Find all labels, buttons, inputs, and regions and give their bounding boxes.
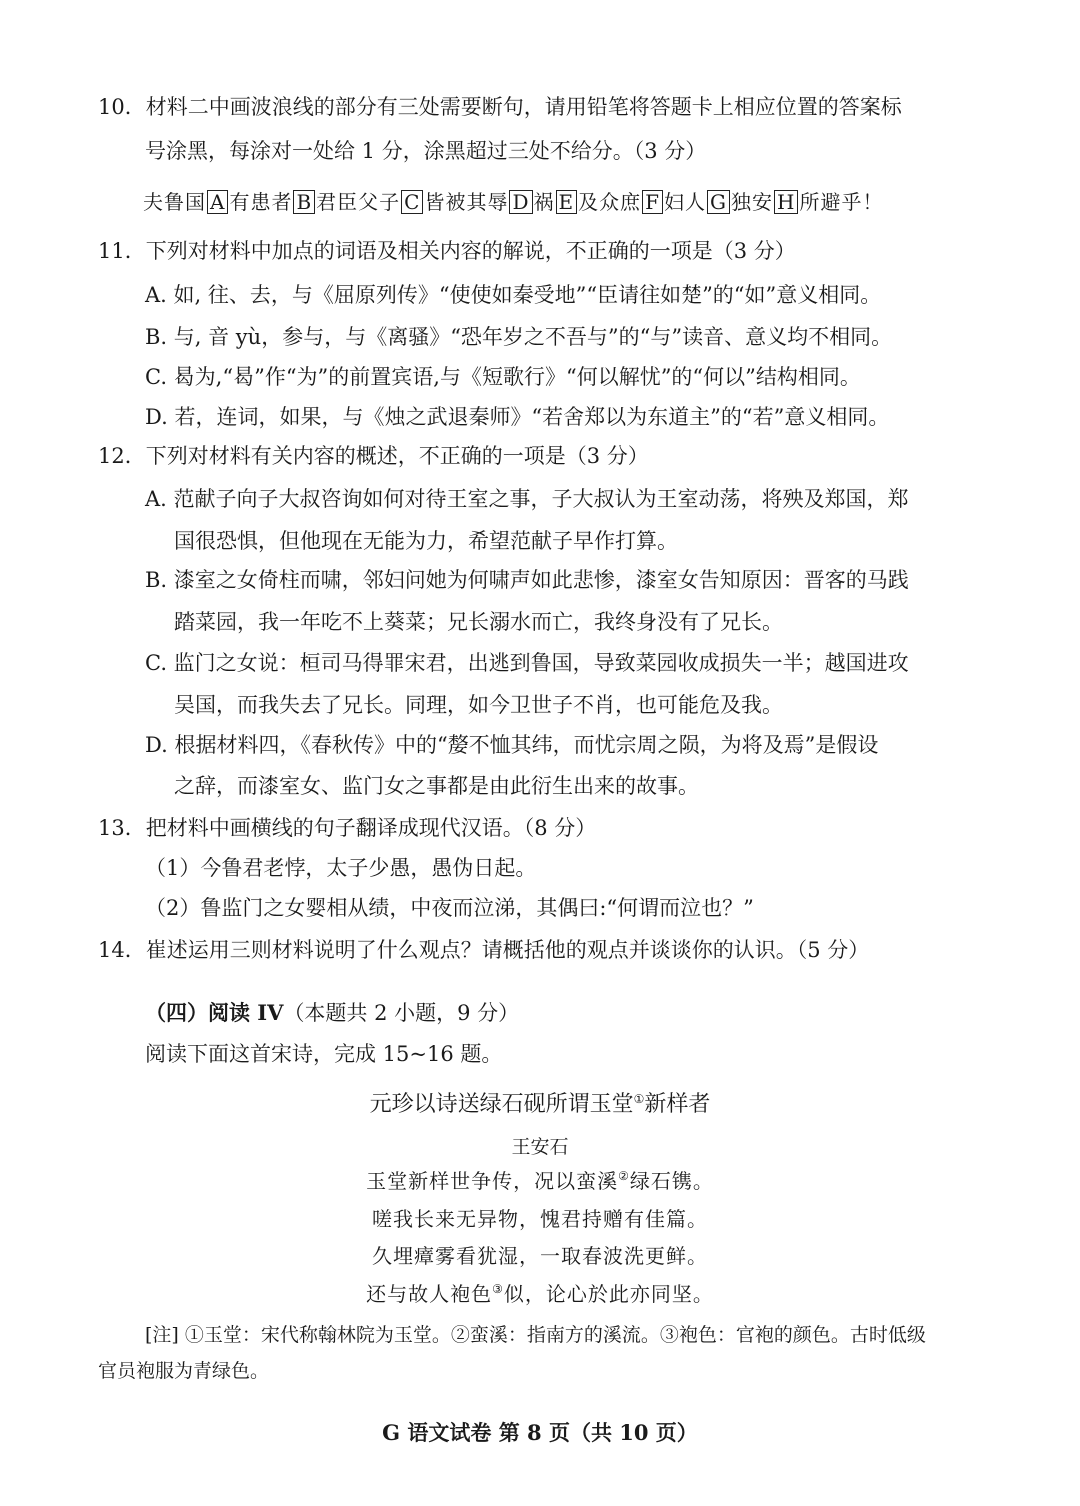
sentence-fragment: 妇人	[664, 190, 707, 214]
break-option-h: H	[774, 190, 798, 214]
q11-option-a: A. 如, 往、去，与《屈原列传》“使使如秦受地”“臣请往如楚”的“如”意义相同。	[145, 283, 882, 307]
q11-stem: 11．下列对材料中加点的词语及相关内容的解说，不正确的一项是（3 分）	[98, 239, 796, 263]
break-option-c: C	[401, 190, 423, 214]
q11-option-b: B. 与, 音 yù，参与，与《离骚》“恐年岁之不吾与”的“与”读音、意义均不相同。	[145, 325, 893, 349]
poem-line-1-text: 玉堂新样世争传，况以蛮溪	[366, 1169, 619, 1193]
poem-line-3: 久埋瘴雾看犹湿，一取春波洗更鲜。	[372, 1244, 708, 1268]
poem-title-text: 元珍以诗送绿石砚所谓玉堂	[369, 1092, 634, 1117]
q10-line1: 10．材料二中画波浪线的部分有三处需要断句，请用铅笔将答题卡上相应位置的答案标	[98, 95, 902, 119]
q12-option-b-line1: B. 漆室之女倚柱而啸，邻妇问她为何啸声如此悲惨，漆室女告知原因：晋客的马践	[145, 568, 909, 592]
poem-line-4-text-end: 似，论心於此亦同坚。	[503, 1282, 714, 1306]
poem-line-4-note-mark: ③	[492, 1282, 504, 1296]
section4-instruction: 阅读下面这首宋诗，完成 15~16 题。	[145, 1042, 503, 1066]
break-option-f: F	[642, 190, 663, 214]
q13-stem: 13．把材料中画横线的句子翻译成现代汉语。（8 分）	[98, 816, 597, 840]
poem-line-2: 嗟我长来无异物，愧君持赠有佳篇。	[372, 1207, 708, 1231]
poem-line-1-note-mark: ②	[618, 1169, 630, 1183]
q12-option-c-line1: C. 监门之女说：桓司马得罪宋君，出逃到鲁国，导致菜园收成损失一半；越国进攻	[145, 651, 909, 675]
q10-punctuation-sentence	[143, 187, 883, 217]
sentence-fragment: 有患者	[229, 190, 293, 214]
q12-option-a-line1: A. 范献子向子大叔咨询如何对待王室之事，子大叔认为王室动荡，将殃及郑国，郑	[145, 487, 909, 511]
poem-line-4	[0, 1279, 1080, 1309]
sentence-fragment: 祸	[533, 190, 555, 214]
q12-option-c-line2: 吴国，而我失去了兄长。同理，如今卫世子不肖，也可能危及我。	[174, 693, 783, 717]
poem-line-1-text-end: 绿石镌。	[629, 1169, 714, 1193]
q12-option-d-line2: 之辞，而漆室女、监门女之事都是由此衍生出来的故事。	[174, 774, 699, 798]
poem-title-note-mark: ①	[633, 1092, 645, 1106]
q13-sentence-1: （1）今鲁君老悖，太子少愚，愚伪日起。	[145, 856, 537, 880]
sentence-fragment: 夫鲁国	[143, 190, 206, 214]
sentence-fragment: 皆被其辱	[424, 190, 509, 214]
sentence-fragment: 独安	[731, 190, 773, 214]
section4-heading-note: （本题共 2 小题，9 分）	[283, 1001, 520, 1025]
q12-option-a-line2: 国很恐惧，但他现在无能为力，希望范献子早作打算。	[174, 529, 678, 553]
q11-option-c: C. 曷为,“曷”作“为”的前置宾语,与《短歌行》“何以解忧”的“何以”结构相同。	[145, 365, 861, 389]
break-option-d: D	[509, 190, 532, 214]
q12-stem: 12．下列对材料有关内容的概述，不正确的一项是（3 分）	[98, 444, 649, 468]
q14-stem: 14．崔述运用三则材料说明了什么观点？请概括他的观点并谈谈你的认识。（5 分）	[98, 938, 870, 962]
q13-sentence-2: （2）鲁监门之女婴相从绩，中夜而泣涕，其偶曰:“何谓而泣也？”	[145, 896, 754, 920]
break-option-a: A	[207, 190, 228, 214]
q12-option-d-line1: D. 根据材料四，《春秋传》中的“嫠不恤其纬，而忧宗周之陨，为将及焉”是假设	[145, 733, 879, 757]
section4-heading	[145, 998, 519, 1028]
sentence-fragment: 及众庶	[578, 190, 642, 214]
poem-notes-line2: 官员袍服为青绿色。	[98, 1360, 270, 1382]
sentence-fragment: 君臣父子	[316, 190, 401, 214]
q10-line2: 号涂黑，每涂对一处给 1 分，涂黑超过三处不给分。（3 分）	[145, 139, 707, 163]
poem-author: 王安石	[511, 1136, 569, 1158]
break-option-e: E	[556, 190, 578, 214]
poem-line-4-text: 还与故人袍色	[366, 1282, 493, 1306]
poem-notes-line1: [注] ①玉堂：宋代称翰林院为玉堂。②蛮溪：指南方的溪流。③袍色：官袍的颜色。古时低级	[145, 1324, 926, 1346]
sentence-fragment: 所避乎！	[799, 190, 884, 214]
poem-line-1	[0, 1166, 1080, 1196]
poem-title	[0, 1090, 1080, 1120]
q12-option-b-line2: 踏菜园，我一年吃不上葵菜；兄长溺水而亡，我终身没有了兄长。	[174, 610, 783, 634]
break-option-b: B	[293, 190, 315, 214]
section4-heading-title: （四）阅读 IV	[145, 1000, 284, 1025]
break-option-g: G	[707, 190, 730, 214]
poem-title-text-end: 新样者	[644, 1092, 711, 1117]
q11-option-d: D. 若，连词，如果，与《烛之武退秦师》“若舍郑以为东道主”的“若”意义相同。	[145, 405, 890, 429]
page-footer: G 语文试卷 第 8 页（共 10 页）	[382, 1420, 698, 1445]
